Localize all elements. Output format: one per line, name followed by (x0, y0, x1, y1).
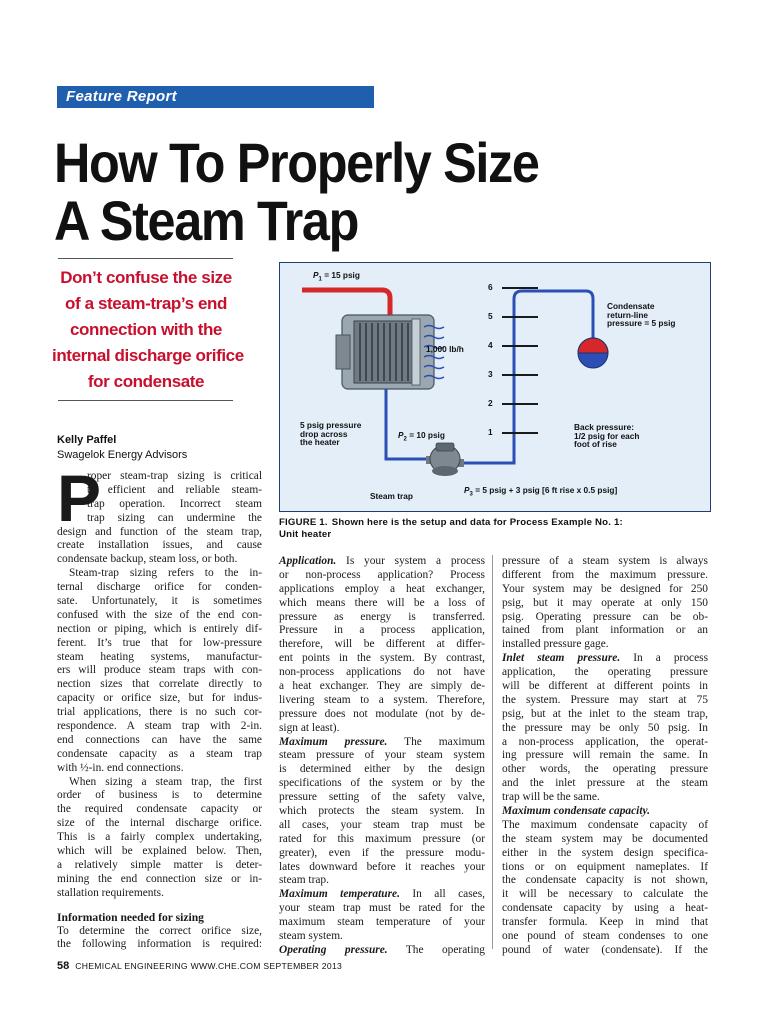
steam-trap-icon (426, 443, 464, 476)
text-line: specifications of the system or by the (279, 777, 485, 790)
text-line: the system. Pressure may start at 75 (502, 693, 708, 706)
text-line: pressure setting of the safety valve, (279, 791, 485, 804)
unit-heater-icon (336, 315, 434, 389)
text-line: the steam system may be documented (502, 832, 708, 845)
title-line-2: A Steam Trap (54, 189, 359, 252)
text-line: lates downward before it reaches your (279, 860, 485, 873)
text-line: a non-process application, the operat- (502, 735, 708, 748)
tick-label-3: 3 (488, 369, 493, 379)
text-line: transfer formula. Keep in mind that (502, 916, 708, 929)
author-name: Kelly Paffel (57, 434, 117, 446)
section-banner (57, 86, 374, 108)
text-line: trap operation. Incorrect steam (87, 497, 262, 510)
text-line: steam trap. (279, 874, 329, 887)
text-line: which will be explained below. Then, (57, 845, 262, 858)
text-line: applications employ a heat exchanger, (279, 582, 485, 595)
text-line: trap will be the same. (502, 791, 600, 804)
text-line: with ½-in. end connections. (57, 761, 184, 774)
deck-line: internal discharge orifice (52, 346, 244, 365)
text-line: condensate backup, steam loss, or both. (57, 553, 238, 566)
text-line: which means there will be a loss of (279, 596, 485, 609)
text-line: either in the system design specifica- (502, 846, 708, 859)
body-column-1 (57, 461, 262, 952)
text-line: condensate capacity as a steam trap (57, 747, 262, 760)
text-line: it will be necessary to calculate the (502, 888, 708, 901)
deck-line: for condensate (87, 372, 205, 391)
text-line: steam heating systems, manufactur- (57, 650, 262, 663)
text-line: therefore, will be different at differ- (279, 638, 485, 651)
text-line: the pressure may be only 50 psig. In (502, 721, 708, 734)
run-in-head: Application. (279, 555, 337, 567)
deck-line: of a steam-trap’s end (65, 294, 227, 313)
text-line: rated for this maximum pressure (or (279, 832, 485, 845)
text-line: installed pressure gage. (502, 638, 609, 651)
deck-line: connection with the (69, 320, 222, 339)
text-line: To determine the correct orifice size, (57, 924, 262, 937)
text-line: design and function of the steam trap, (57, 525, 262, 538)
page-number: 58 (57, 960, 70, 972)
text-line (502, 805, 708, 819)
text-line: psig. Operating pressure can be ob- (502, 610, 708, 623)
text-line: stallation requirements. (57, 886, 164, 899)
text-line: steam system. (279, 930, 343, 943)
text-line: greater), even if the pressure modu- (279, 846, 485, 859)
text-line: the required condensate capacity or (57, 803, 262, 816)
text-line: will be different at different points in (502, 680, 708, 693)
caption-text: Shown here is the setup and data for Process Example No. 1: (331, 517, 623, 528)
text-line: the following information is required: (57, 938, 262, 951)
text-line: create installation issues, and cause (57, 539, 262, 552)
return-line-label: Condensate return-line pressure = 5 psig (607, 301, 676, 329)
body-column-2 (279, 555, 485, 958)
text-line: tions or on equipment nameplates. If (502, 860, 708, 873)
text-line: to efficient and reliable steam- (87, 483, 262, 496)
title-line-1: How To Properly Size (54, 131, 539, 194)
text-line: psig, but at the inlet to the steam trap, (502, 707, 708, 720)
pressure-drop-label: 5 psig pressure drop across the heater (300, 420, 362, 448)
figure-1-diagram (279, 262, 711, 512)
text-line: or non-process application? Process (279, 568, 485, 581)
text-line: Application. Is your system a process (279, 555, 485, 567)
text-line: the condensate capacity is not shown, (502, 874, 708, 887)
text-line: trap sizing can undermine the (87, 511, 262, 524)
publication-line: CHEMICAL ENGINEERING WWW.CHE.COM SEPTEMBER 2013 (75, 961, 343, 971)
text-line: Inlet steam pressure. In a process (502, 652, 709, 665)
text-line: maximum steam temperature of your (279, 916, 485, 929)
steam-trap-label: Steam trap (370, 491, 413, 501)
text-line: application, the operating pressure (502, 666, 708, 679)
text-line: Operating pressure. The operating (279, 943, 485, 956)
text-line: one pound of steam condenses to one (502, 930, 708, 943)
height-scale (502, 288, 538, 433)
text-line: size of the internal discharge orifice. (57, 817, 262, 830)
text-line: respondence. A steam trap with 2-in. (57, 720, 262, 733)
run-in-head: Maximum pressure. (279, 735, 388, 748)
text-line: is determined either by the design (279, 763, 485, 776)
text-line: pound of water (condensate). If the (502, 943, 708, 956)
deck-top-rule (58, 258, 233, 259)
text-line: non-process applications do not have (279, 666, 485, 679)
text-line: order of business is to determine (57, 789, 262, 802)
text-line: end connections can have the same (57, 733, 262, 746)
text-line: sate. Unfortunately, it is sometimes (57, 595, 262, 608)
text-line: pressure as energy is transferred. (279, 610, 485, 623)
text-line: ers will produce steam traps with con- (57, 664, 262, 677)
text-line: confused with the size of the end con- (57, 608, 262, 621)
flow-rate-label: 1,000 lb/h (426, 344, 464, 354)
text-line: ing pressure will remain the same. In (502, 749, 708, 762)
section-label: Feature Report (66, 88, 177, 105)
condensate-drain-pipe (386, 389, 428, 459)
text-line: condensate capacity by using a heat- (502, 902, 708, 915)
text-line: nection or piping, which is entirely dif- (57, 622, 262, 635)
article-title (54, 131, 539, 252)
text-line: The maximum condensate capacity of (502, 818, 708, 831)
text-line: ferent. It’s true that for low-pressure (57, 636, 262, 649)
deck-bottom-rule (58, 400, 233, 401)
column-divider (492, 555, 493, 949)
p2-label: $P_2 = 10$ psig (398, 430, 445, 443)
author-affiliation: Swagelok Energy Advisors (57, 449, 188, 461)
text-line: This is a fairly complex undertaking, (57, 831, 262, 844)
text-line: other words, the operating pressure (502, 763, 708, 776)
text-line: steam pressure of your steam system (279, 749, 485, 762)
tick-label-1: 1 (488, 427, 493, 437)
text-line: mining the end connection size or in- (57, 872, 262, 885)
text-line: livering steam to a system. Therefore, (279, 693, 485, 706)
text-line: Maximum temperature. In all cases, (279, 888, 485, 901)
text-line: a relatively simple matter is deter- (57, 858, 262, 871)
tick-label-5: 5 (488, 311, 493, 321)
p3-label: $P_3 = 5$ psig + 3 psig [6 ft rise x 0.5 psig] (464, 485, 618, 498)
text-line: Pressure in a process application, (279, 624, 485, 637)
text-line: ent points in the system. By contrast, (279, 652, 485, 665)
text-line: trial applications, there is no such cor- (57, 706, 262, 719)
steam-inlet-pipe (302, 290, 390, 315)
text-line: tained from plant information or an (502, 624, 708, 637)
text-line: and the inlet pressure at the steam (502, 777, 708, 790)
text-line: Steam-trap sizing refers to the in- (69, 567, 262, 580)
text-line: sign at least). (279, 721, 340, 734)
text-line: all cases, your steam trap must be (279, 818, 485, 831)
text-line: capacity or orifice size, but for indus- (57, 692, 262, 705)
tick-label-4: 4 (488, 340, 493, 350)
text-line: ternal discharge orifice for conden- (57, 581, 262, 594)
text-line: roper steam-trap sizing is critical (87, 470, 262, 482)
text-line: a heat exchanger. They are simply de- (279, 680, 485, 693)
tick-label-2: 2 (488, 398, 493, 408)
text-line: Maximum pressure. The maximum (279, 735, 485, 748)
article-deck (52, 265, 244, 395)
p1-label: $P_1 = 15$ psig (313, 270, 360, 283)
text-line: which protects the steam system. In (279, 805, 485, 818)
text-line: psig, but it may operate at only 150 (502, 596, 708, 609)
text-line: nection sizes that correlate directly to (57, 678, 262, 691)
spacer (57, 901, 262, 911)
figure-caption (279, 517, 709, 540)
caption-line-2: Unit heater (279, 528, 332, 540)
byline (57, 433, 187, 463)
subhead: Information needed for sizing (57, 910, 204, 924)
run-in-head: Inlet steam pressure. (502, 652, 621, 665)
back-pressure-label: Back pressure: 1/2 psig for each foot of rise (574, 422, 640, 450)
body-column-3 (502, 555, 708, 958)
page-footer (57, 960, 342, 972)
text-line: pressure of a steam system is always (502, 555, 708, 567)
text-line: Your system may be designed for 250 (502, 582, 708, 595)
text-line: your steam trap must be rated for the (279, 902, 485, 915)
run-in-head: Maximum temperature. (279, 888, 400, 901)
deck-line: Don’t confuse the size (60, 268, 232, 287)
drop-cap: P (57, 461, 102, 535)
text-line: pressure does not modulate (not by de- (279, 707, 485, 720)
figure-number: FIGURE 1. (279, 517, 328, 528)
tick-label-6: 6 (488, 282, 493, 292)
text-line: different from the maximum pressure. (502, 568, 708, 581)
run-in-head: Maximum condensate capacity. (502, 805, 650, 818)
run-in-head: Operating pressure. (279, 943, 388, 956)
text-line: When sizing a steam trap, the first (69, 775, 262, 788)
